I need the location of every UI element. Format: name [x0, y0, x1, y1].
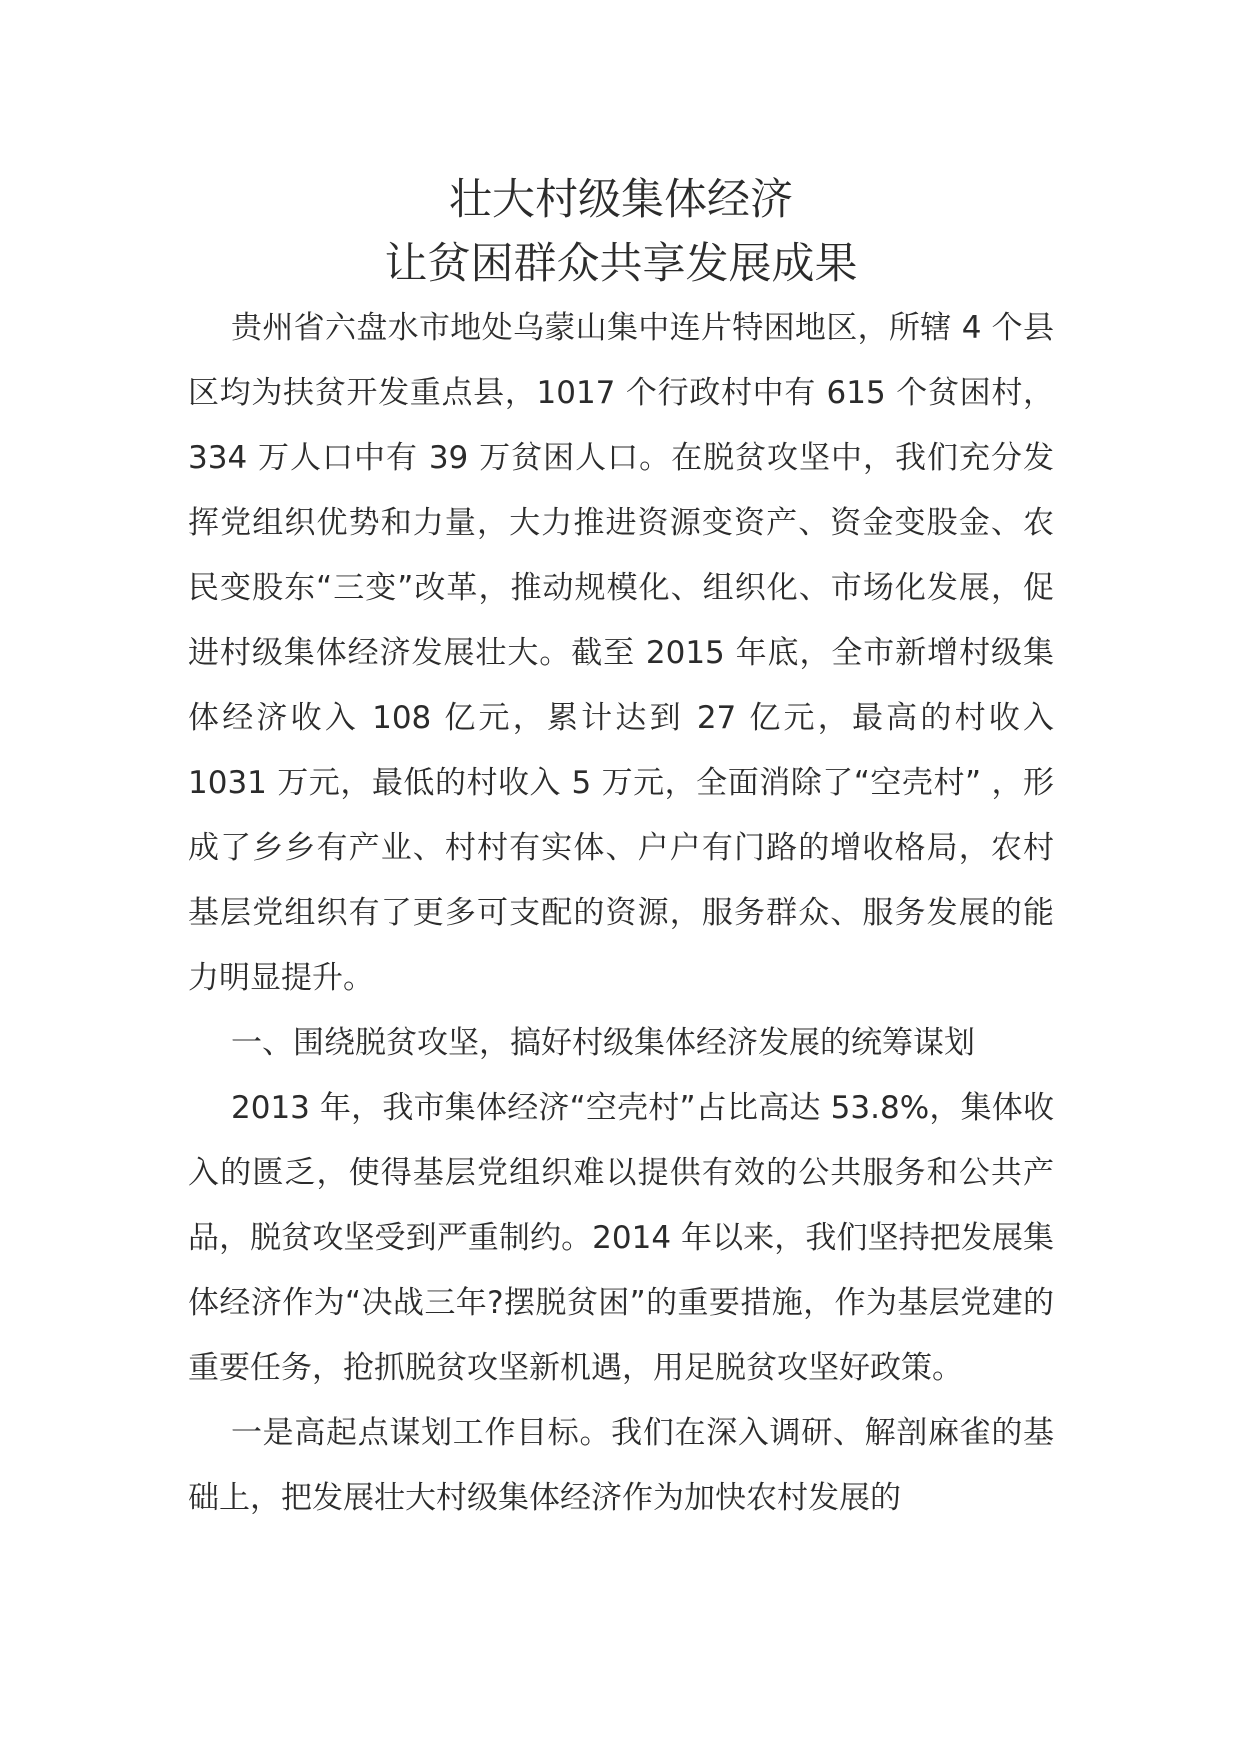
intro-paragraph: 贵州省六盘水市地处乌蒙山集中连片特困地区，所辖 4 个县区均为扶贫开发重点县，1017 个行政村中有 615 个贫困村，334 万人口中有 39 万贫困人口。在脱贫攻坚中，我们充分发挥党组织优势和力量，大力推进资源变资产、资金变股金、农民变股东“三变”改革，推动规模化、组织化、市场化发展，促进村级集体经济发展壮大。截至 2015 年底，全市新增村级集体经济收入 108 亿元，累计达到 27 亿元，最高的村收入 1031 万元，最低的村收入 5 万元，全面消除了“空壳村” ，形成了乡乡有产业、村村有实体、户户有门路的增收格局，农村基层党组织有了更多可支配的资源，服务群众、服务发展的能力明显提升。	[188, 310, 1054, 996]
section-paragraph-1: 2013 年，我市集体经济“空壳村”占比高达 53.8%，集体收入的匮乏，使得基层党组织难以提供有效的公共服务和公共产品，脱贫攻坚受到严重制约。2014 年以来，我们坚持把发展集体经济作为“决战三年?摆脱贫困”的重要措施，作为基层党建的重要任务，抢抓脱贫攻坚新机遇，用足脱贫攻坚好政策。	[188, 1090, 1054, 1386]
section-heading: 一、围绕脱贫攻坚，搞好村级集体经济发展的统筹谋划	[231, 1025, 975, 1061]
title-line-2: 让贫困群众共享发展成果	[384, 239, 858, 289]
document-body	[188, 168, 1054, 1531]
section-paragraph-2: 一是高起点谋划工作目标。我们在深入调研、解剖麻雀的基础上，把发展壮大村级集体经济作为加快农村发展的	[188, 1415, 1054, 1516]
title-line-1: 壮大村级集体经济	[449, 175, 793, 225]
